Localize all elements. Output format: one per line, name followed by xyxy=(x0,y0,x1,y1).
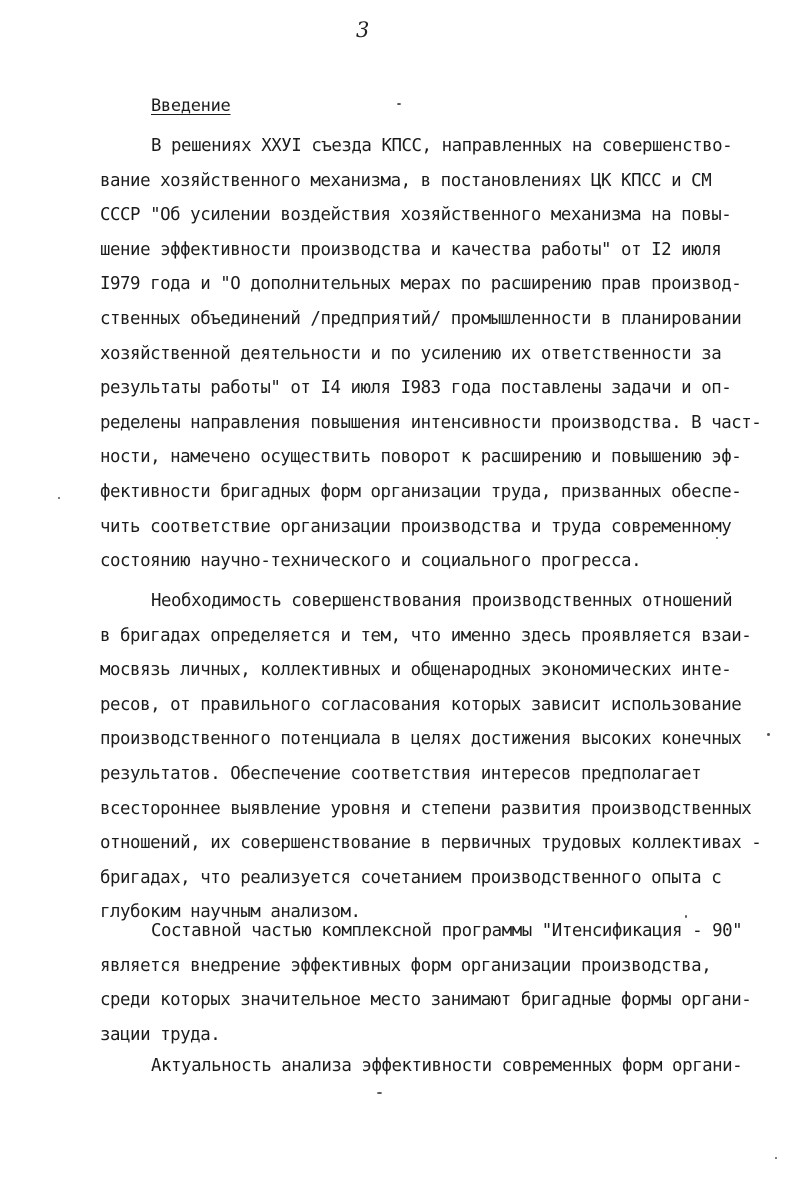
text-line: бригадах, что реализуется сочетанием производственного опыта с xyxy=(100,868,722,888)
text-line: вание хозяйственного механизма, в постановлениях ЦК КПСС и СМ xyxy=(100,171,712,191)
text-line: чить соответствие организации производства и труда современному xyxy=(100,517,732,537)
scan-speck xyxy=(767,733,770,736)
text-line: ределены направления повышения интенсивности производства. В част- xyxy=(100,413,762,433)
text-line: шение эффективности производства и качества работы" от I2 июля xyxy=(100,240,722,260)
text-line: отношений, их совершенствование в первичных трудовых коллективах - xyxy=(100,833,762,853)
text-line: среди которых значительное место занимают бригадные формы органи- xyxy=(100,990,752,1010)
text-line: мосвязь личных, коллективных и общенародных экономических инте- xyxy=(100,660,732,680)
scan-speck xyxy=(377,1092,382,1094)
text-line: состоянию научно-технического и социального прогресса. xyxy=(100,551,642,571)
scan-speck xyxy=(685,915,687,918)
text-line: Составной частью комплексной программы "Итенсификация - 90" xyxy=(151,921,743,941)
text-line: результаты работы" от I4 июля I983 года поставлены задачи и оп- xyxy=(100,378,732,398)
text-line: Актуальность анализа эффективности современных форм органи- xyxy=(151,1056,743,1076)
text-line: ственных объединений /предприятий/ промышленности в планировании xyxy=(100,309,742,329)
text-line: зации труда. xyxy=(100,1025,221,1045)
scan-speck xyxy=(58,497,60,499)
text-line: всестороннее выявление уровня и степени развития производственных xyxy=(100,799,752,819)
page-number: 3 xyxy=(356,18,370,42)
scan-speck xyxy=(775,1157,777,1159)
text-line: СССР "Об усилении воздействия хозяйственного механизма на повы- xyxy=(100,205,732,225)
text-line: ности, намечено осуществить поворот к расширению и повышению эф- xyxy=(100,447,742,467)
text-line: производственного потенциала в целях достижения высоких конечных xyxy=(100,729,742,749)
text-line: фективности бригадных форм организации труда, призванных обеспе- xyxy=(100,482,742,502)
text-line: результатов. Обеспечение соответствия интересов предполагает xyxy=(100,764,702,784)
section-heading: Введение xyxy=(151,96,231,116)
text-line: В решениях ХХУI съезда КПСС, направленных на совершенство- xyxy=(151,136,733,156)
text-line: Необходимость совершенствования производственных отношений xyxy=(151,591,733,611)
scan-speck xyxy=(716,537,718,539)
text-line: хозяйственной деятельности и по усилению их ответственности за xyxy=(100,344,722,364)
text-line: в бригадах определяется и тем, что именно здесь проявляется взаи- xyxy=(100,626,752,646)
scan-speck xyxy=(397,103,401,105)
text-line: ресов, от правильного согласования которых зависит использование xyxy=(100,695,742,715)
text-line: глубоким научным анализом. xyxy=(100,902,361,922)
text-line: I979 года и "О дополнительных мерах по расширению прав производ- xyxy=(100,274,742,294)
text-line: является внедрение эффективных форм организации производства, xyxy=(100,956,712,976)
